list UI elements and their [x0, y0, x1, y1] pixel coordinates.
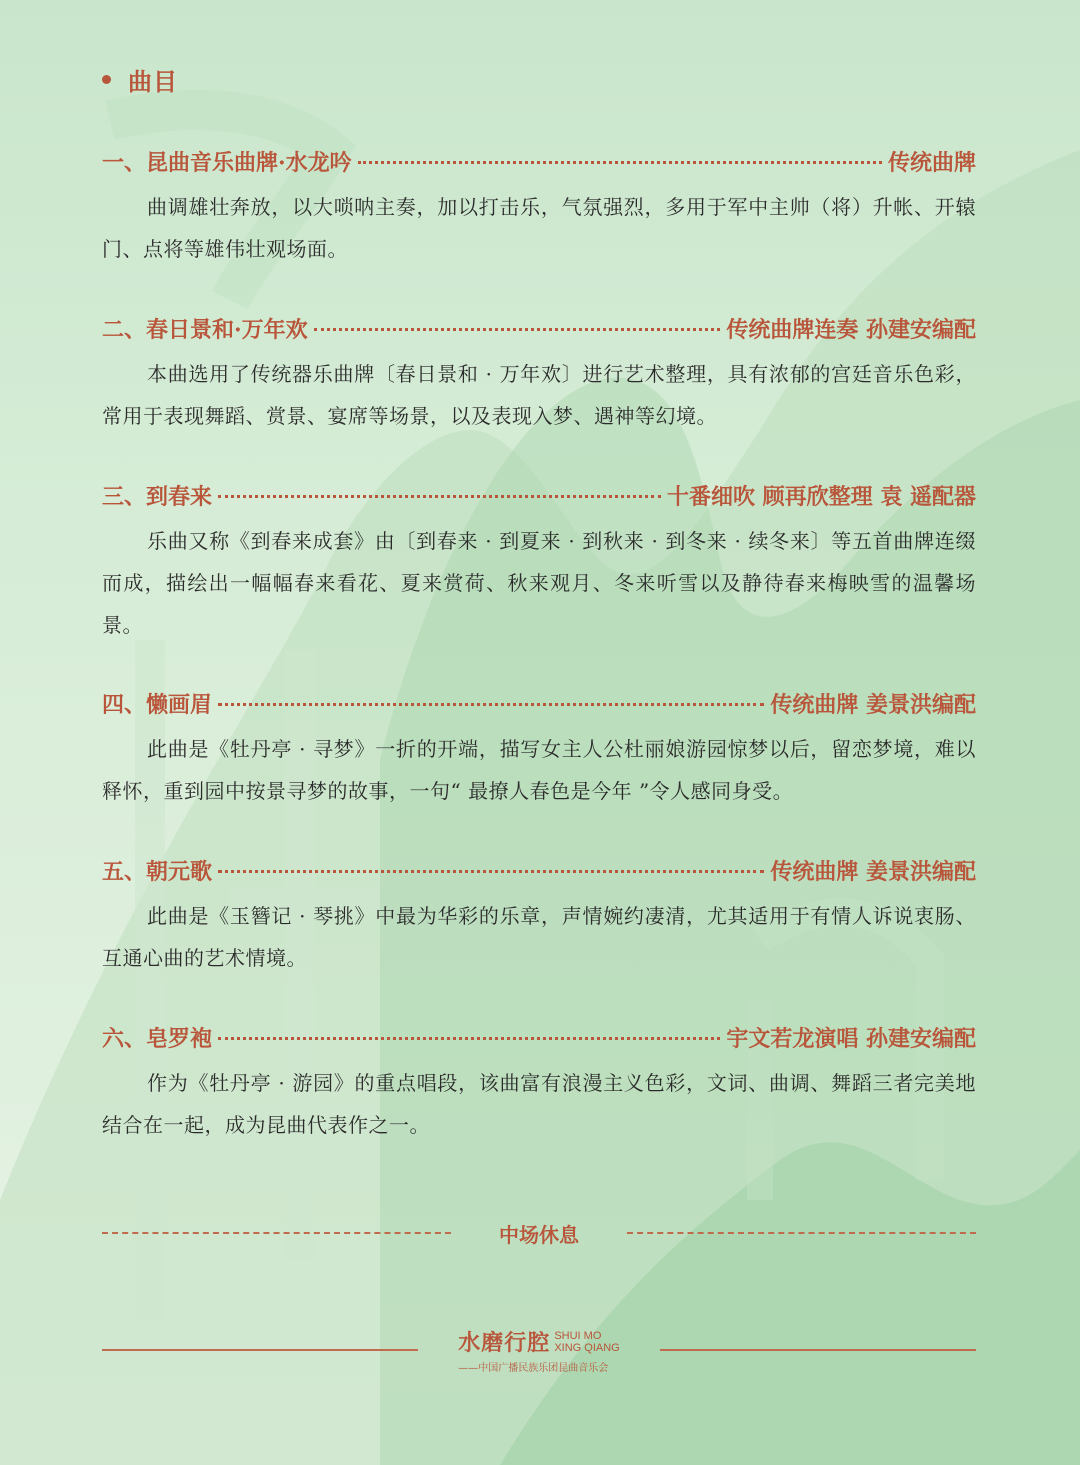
brand-pinyin-line-1: SHUI MO	[554, 1329, 602, 1342]
program-item	[102, 855, 976, 979]
brand-pinyin-line-2: XING QIANG	[554, 1341, 620, 1354]
program-item-description: 作为《牡丹亭 · 游园》的重点唱段，该曲富有浪漫主义色彩，文词、曲调、舞蹈三者完美地结合在一起，成为昆曲代表作之一。	[102, 1071, 976, 1137]
footer-rule-left	[102, 1349, 418, 1351]
brand-subtitle: ——中国广播民族乐团昆曲音乐会	[458, 1363, 609, 1374]
dotted-leader	[218, 703, 764, 706]
program-item-title: 一、昆曲音乐曲牌·水龙吟	[102, 150, 352, 176]
program-item-description: 此曲是《牡丹亭 · 寻梦》一折的开端，描写女主人公杜丽娘游园惊梦以后，留恋梦境，难以释怀，重到园中按景寻梦的故事，一句“ 最撩人春色是今年 ”令人感同身受。	[102, 737, 976, 803]
program-item-credit: 传统曲牌 姜景洪编配	[770, 859, 976, 885]
program-item-description: 曲调雄壮奔放，以大唢呐主奏，加以打击乐，气氛强烈，多用于军中主帅（将）升帐、开辕门、点将等雄伟壮观场面。	[102, 195, 976, 261]
intermission-label: 中场休息	[499, 1222, 579, 1247]
program-item-credit: 宇文若龙演唱 孙建安编配	[726, 1026, 976, 1052]
dotted-leader	[314, 328, 721, 331]
program-item-description: 此曲是《玉簪记 · 琴挑》中最为华彩的乐章，声情婉约凄清，尤其适用于有情人诉说衷肠、互通心曲的艺术情境。	[102, 904, 976, 970]
program-item-title: 二、春日景和·万年欢	[102, 317, 308, 343]
brand-name: 水磨行腔	[458, 1330, 551, 1356]
program-item-title: 五、朝元歌	[102, 859, 213, 885]
dotted-leader	[218, 495, 661, 498]
program-item-credit: 传统曲牌 姜景洪编配	[770, 692, 976, 718]
program-item	[102, 146, 976, 270]
dotted-leader	[218, 1037, 720, 1040]
program-item	[102, 688, 976, 812]
program-item	[102, 313, 976, 437]
dotted-leader	[218, 870, 764, 873]
section-title: 曲目	[128, 67, 178, 96]
dotted-leader	[358, 161, 882, 164]
bullet-icon	[102, 75, 111, 84]
footer-rule-right	[660, 1349, 976, 1351]
program-item-credit: 传统曲牌	[887, 150, 976, 176]
dashed-rule-left	[102, 1232, 451, 1234]
program-item	[102, 480, 976, 646]
dashed-rule-right	[627, 1232, 976, 1234]
brand-logo	[458, 1326, 619, 1374]
program-item-credit: 十番细吹 顾再欣整理 袁 遥配器	[667, 484, 976, 510]
program-item-title: 六、皂罗袍	[102, 1026, 213, 1052]
intermission-divider	[102, 1218, 976, 1248]
program-item-description: 乐曲又称《到春来成套》由〔到春来 · 到夏来 · 到秋来 · 到冬来 · 续冬来〕等五首曲牌连缀而成，描绘出一幅幅春来看花、夏来赏荷、秋来观月、冬来听雪以及静待春来梅映雪的温馨场景。	[102, 529, 976, 637]
program-item-description: 本曲选用了传统器乐曲牌〔春日景和 · 万年欢〕进行艺术整理，具有浓郁的宫廷音乐色彩，常用于表现舞蹈、赏景、宴席等场景，以及表现入梦、遇神等幻境。	[102, 362, 976, 428]
brand-pinyin	[554, 1330, 619, 1354]
program-item	[102, 1022, 976, 1146]
footer	[102, 1329, 976, 1374]
section-header	[102, 62, 178, 97]
program-item-credit: 传统曲牌连奏 孙建安编配	[726, 317, 976, 343]
program-item-title: 四、懒画眉	[102, 692, 213, 718]
program-item-title: 三、到春来	[102, 484, 213, 510]
